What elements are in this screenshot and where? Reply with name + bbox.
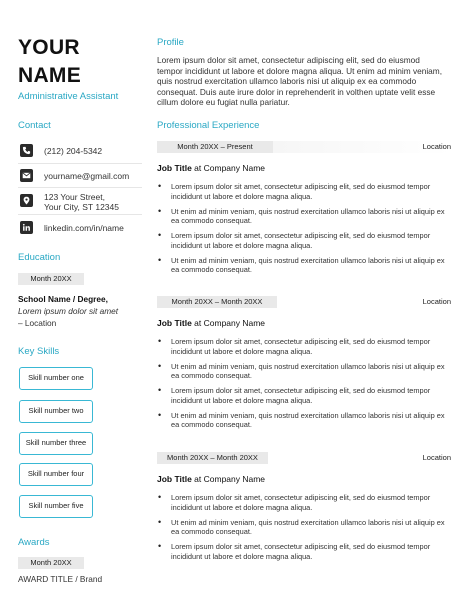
list-item: • Ut enim ad minim veniam, quis nostrud exercitation ullamco laboris nisi ut aliquip ex ea commodo consequat. <box>157 207 449 226</box>
contact-address <box>18 187 142 215</box>
phone-icon <box>20 144 33 157</box>
list-item: • Lorem ipsum dolor sit amet, consectetur adipiscing elit, sed do eiusmod tempor incididunt ut labore et dolore magna aliqua. <box>157 493 449 512</box>
skill-chip: Skill number two <box>19 400 93 423</box>
job-title-line <box>157 474 265 484</box>
list-item: • Ut enim ad minim veniam, quis nostrud exercitation ullamco laboris nisi ut aliquip ex ea commodo consequat. <box>157 362 449 381</box>
list-item: • Lorem ipsum dolor sit amet, consectetur adipiscing elit, sed do eiusmod tempor incididunt ut labore et dolore magna aliqua. <box>157 337 449 356</box>
skill-chip: Skill number one <box>19 367 93 390</box>
job-bullets <box>157 182 449 280</box>
list-item: • Lorem ipsum dolor sit amet, consectetur adipiscing elit, sed do eiusmod tempor incididunt ut labore et dolore magna aliqua. <box>157 542 449 561</box>
profile-heading: Profile <box>157 37 184 48</box>
linkedin-icon <box>20 221 33 234</box>
education-detail: Lorem ipsum dolor sit amet <box>18 306 119 316</box>
job-title-line <box>157 163 265 173</box>
job-title-line <box>157 318 265 328</box>
education-heading: Education <box>18 252 61 263</box>
job-title: Job Title <box>157 474 192 484</box>
email-text: yourname@gmail.com <box>44 171 130 181</box>
skill-chip: Skill number three <box>19 432 93 455</box>
job-date: Month 20XX – Month 20XX <box>157 452 268 464</box>
job-location: Location <box>422 453 451 462</box>
job-company: at Company Name <box>194 318 266 328</box>
award-title: AWARD TITLE / Brand <box>18 574 103 584</box>
job-date: Month 20XX – Month 20XX <box>157 296 277 308</box>
skill-chip: Skill number four <box>19 463 93 486</box>
education-date: Month 20XX <box>18 273 84 285</box>
job-title: Job Title <box>157 318 192 328</box>
contact-email <box>18 163 142 188</box>
list-item: • Ut enim ad minim veniam, quis nostrud exercitation ullamco laboris nisi ut aliquip ex ea commodo consequat. <box>157 256 449 275</box>
job-date: Month 20XX – Present <box>157 141 273 153</box>
job-location: Location <box>422 297 451 306</box>
list-item: • Ut enim ad minim veniam, quis nostrud exercitation ullamco laboris nisi ut aliquip ex ea commodo consequat. <box>157 411 449 430</box>
location-pin-icon <box>20 194 33 207</box>
skill-chip: Skill number five <box>19 495 93 518</box>
profile-text: Lorem ipsum dolor sit amet, consectetur adipiscing elit, sed do eiusmod tempor incididunt ut labore et dolore magna aliqua. Ut enim ad minim veniam, quis nostrud exercitation ullamco laboris nisi ut aliquip ex ea commodo consequat. Duis aute irure dolor in reprehenderit in volthen uptate velit esse cillum dolore eu fugiat nulla pariatur. <box>157 55 443 107</box>
award-date: Month 20XX <box>18 557 84 569</box>
job-bullets <box>157 337 449 435</box>
list-item: • Lorem ipsum dolor sit amet, consectetur adipiscing elit, sed do eiusmod tempor incididunt ut labore et dolore magna aliqua. <box>157 182 449 201</box>
last-name: NAME <box>18 64 82 87</box>
contact-linkedin <box>18 214 142 238</box>
skills-heading: Key Skills <box>18 346 60 357</box>
job-company: at Company Name <box>194 163 266 173</box>
contact-heading: Contact <box>18 120 51 131</box>
job-bullets <box>157 493 449 567</box>
list-item: • Lorem ipsum dolor sit amet, consectetur adipiscing elit, sed do eiusmod tempor incididunt ut labore et dolore magna aliqua. <box>157 386 449 405</box>
job-company: at Company Name <box>194 474 266 484</box>
experience-heading: Professional Experience <box>157 120 260 131</box>
email-icon <box>20 169 33 182</box>
list-item: • Lorem ipsum dolor sit amet, consectetur adipiscing elit, sed do eiusmod tempor incididunt ut labore et dolore magna aliqua. <box>157 231 449 250</box>
education-school: School Name / Degree, <box>18 294 108 304</box>
first-name: YOUR <box>18 36 80 59</box>
list-item: • Ut enim ad minim veniam, quis nostrud exercitation ullamco laboris nisi ut aliquip ex ea commodo consequat. <box>157 518 449 537</box>
contact-phone <box>18 139 142 164</box>
job-location: Location <box>422 142 451 151</box>
awards-heading: Awards <box>18 537 50 548</box>
linkedin-text: linkedin.com/in/name <box>44 223 124 233</box>
job-subtitle: Administrative Assistant <box>18 91 119 102</box>
education-location: – Location <box>18 318 57 328</box>
job-title: Job Title <box>157 163 192 173</box>
address-line-2: Your City, ST 12345 <box>44 202 119 212</box>
address-line-1: 123 Your Street, <box>44 192 105 202</box>
phone-text: (212) 204-5342 <box>44 146 103 156</box>
